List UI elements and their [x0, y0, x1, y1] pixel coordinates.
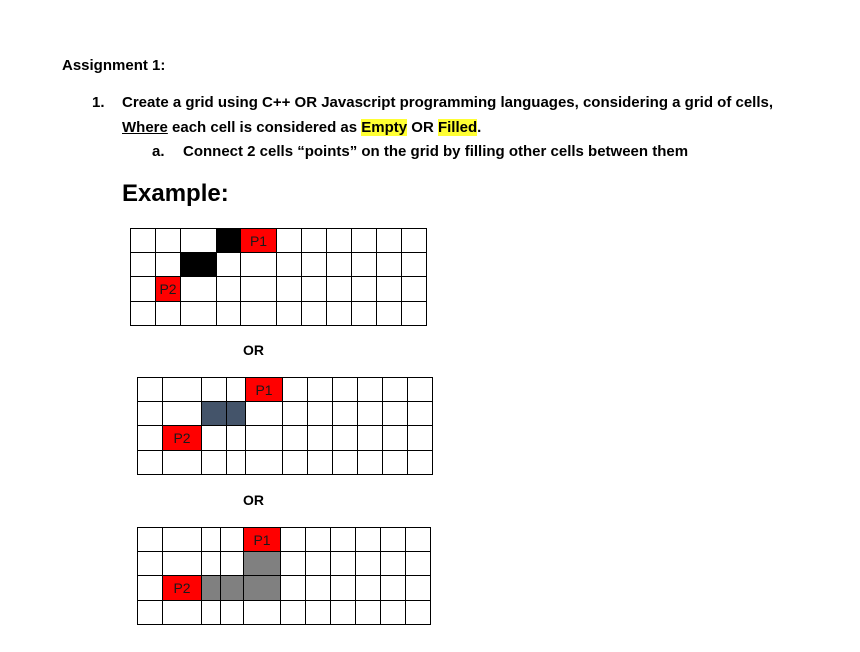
empty-cell	[405, 575, 431, 601]
empty-cell	[301, 252, 327, 277]
empty-cell	[220, 600, 244, 625]
empty-cell	[332, 377, 358, 402]
empty-cell	[326, 276, 352, 302]
empty-cell	[357, 401, 383, 426]
filled-cell	[226, 401, 246, 426]
empty-cell	[137, 401, 163, 426]
line2-mid: each cell is considered as	[167, 119, 362, 136]
empty-cell	[401, 228, 427, 253]
empty-cell	[332, 450, 358, 475]
filled-cell	[201, 401, 227, 426]
empty-cell	[226, 450, 246, 475]
point-cell-p2: P2	[155, 276, 181, 302]
empty-cell	[162, 377, 202, 402]
empty-cell	[130, 252, 156, 277]
empty-cell	[137, 551, 163, 576]
empty-cell	[326, 301, 352, 326]
empty-cell	[301, 276, 327, 302]
empty-cell	[201, 450, 227, 475]
empty-cell	[282, 377, 308, 402]
empty-cell	[307, 401, 333, 426]
empty-cell	[240, 301, 277, 326]
empty-cell	[376, 252, 402, 277]
filled-highlight: Filled	[437, 119, 478, 136]
empty-cell	[332, 401, 358, 426]
empty-cell	[155, 228, 181, 253]
task-line-2	[122, 119, 481, 136]
assignment-heading: Assignment 1:	[62, 57, 166, 74]
point-cell-p1: P1	[245, 377, 283, 402]
empty-cell	[276, 252, 302, 277]
empty-cell	[137, 377, 163, 402]
empty-cell	[226, 377, 246, 402]
example-grid-2	[137, 377, 432, 474]
empty-cell	[245, 450, 283, 475]
empty-cell	[201, 527, 221, 552]
empty-cell	[355, 600, 381, 625]
filled-cell	[201, 575, 221, 601]
empty-cell	[355, 551, 381, 576]
empty-cell	[357, 425, 383, 451]
empty-cell	[245, 425, 283, 451]
point-cell-p2: P2	[162, 425, 202, 451]
empty-cell	[137, 450, 163, 475]
empty-cell	[330, 551, 356, 576]
empty-cell	[162, 401, 202, 426]
filled-cell	[243, 575, 281, 601]
sub-item-text: Connect 2 cells “points” on the grid by filling other cells between them	[183, 143, 689, 160]
empty-cell	[180, 301, 217, 326]
empty-cell	[307, 450, 333, 475]
empty-cell	[307, 377, 333, 402]
empty-cell	[243, 600, 281, 625]
empty-cell	[351, 252, 377, 277]
empty-cell	[405, 551, 431, 576]
filled-cell	[220, 575, 244, 601]
empty-cell	[226, 425, 246, 451]
empty-cell	[282, 450, 308, 475]
empty-cell	[380, 551, 406, 576]
empty-cell	[240, 276, 277, 302]
point-cell-p1: P1	[243, 527, 281, 552]
or-separator-2: OR	[243, 492, 264, 508]
empty-cell	[382, 377, 408, 402]
empty-cell	[401, 252, 427, 277]
or-separator-1: OR	[243, 342, 264, 358]
task-line-1: Create a grid using C++ OR Javascript programming languages, considering a grid of cells,	[122, 94, 774, 111]
empty-cell	[245, 401, 283, 426]
empty-cell	[201, 600, 221, 625]
empty-cell	[216, 252, 241, 277]
empty-cell	[240, 252, 277, 277]
empty-cell	[355, 575, 381, 601]
empty-cell	[276, 276, 302, 302]
empty-cell	[276, 301, 302, 326]
empty-cell	[220, 551, 244, 576]
empty-cell	[162, 527, 202, 552]
empty-cell	[351, 301, 377, 326]
empty-cell	[405, 527, 431, 552]
filled-cell	[243, 551, 281, 576]
empty-cell	[201, 551, 221, 576]
empty-cell	[280, 551, 306, 576]
empty-cell	[382, 401, 408, 426]
empty-cell	[382, 425, 408, 451]
empty-cell	[220, 527, 244, 552]
empty-cell	[180, 228, 217, 253]
empty-cell	[130, 301, 156, 326]
sub-item-label: a.	[152, 143, 165, 160]
empty-cell	[130, 276, 156, 302]
empty-cell	[276, 228, 302, 253]
empty-cell	[305, 600, 331, 625]
empty-cell	[326, 228, 352, 253]
empty-cell	[180, 276, 217, 302]
empty-cell	[130, 228, 156, 253]
empty-cell	[380, 527, 406, 552]
empty-cell	[405, 600, 431, 625]
empty-cell	[305, 575, 331, 601]
empty-cell	[282, 425, 308, 451]
list-number: 1.	[92, 94, 105, 111]
example-grid-1	[130, 228, 426, 325]
empty-cell	[407, 377, 433, 402]
empty-cell	[357, 450, 383, 475]
empty-cell	[137, 600, 163, 625]
empty-cell	[330, 527, 356, 552]
empty-cell	[216, 301, 241, 326]
empty-highlight: Empty	[361, 119, 408, 136]
empty-cell	[401, 276, 427, 302]
empty-cell	[357, 377, 383, 402]
empty-cell	[407, 450, 433, 475]
empty-cell	[137, 425, 163, 451]
empty-cell	[216, 276, 241, 302]
empty-cell	[305, 551, 331, 576]
point-cell-p2: P2	[162, 575, 202, 601]
empty-cell	[137, 527, 163, 552]
where-word: Where	[122, 119, 168, 136]
empty-cell	[380, 575, 406, 601]
empty-cell	[307, 425, 333, 451]
empty-cell	[407, 425, 433, 451]
empty-cell	[376, 228, 402, 253]
line2-end: .	[477, 119, 482, 136]
empty-cell	[301, 301, 327, 326]
empty-cell	[330, 575, 356, 601]
empty-cell	[407, 401, 433, 426]
empty-cell	[305, 527, 331, 552]
empty-cell	[351, 276, 377, 302]
empty-cell	[155, 301, 181, 326]
empty-cell	[380, 600, 406, 625]
empty-cell	[282, 401, 308, 426]
empty-cell	[201, 377, 227, 402]
empty-cell	[376, 276, 402, 302]
empty-cell	[280, 575, 306, 601]
empty-cell	[301, 228, 327, 253]
filled-cell	[180, 252, 217, 277]
empty-cell	[401, 301, 427, 326]
point-cell-p1: P1	[240, 228, 277, 253]
empty-cell	[351, 228, 377, 253]
empty-cell	[280, 600, 306, 625]
example-grid-3	[137, 527, 430, 624]
empty-cell	[201, 425, 227, 451]
example-heading: Example:	[122, 180, 229, 207]
filled-cell	[216, 228, 241, 253]
empty-cell	[162, 600, 202, 625]
empty-cell	[330, 600, 356, 625]
empty-cell	[162, 450, 202, 475]
empty-cell	[355, 527, 381, 552]
empty-cell	[162, 551, 202, 576]
empty-cell	[137, 575, 163, 601]
line2-or: OR	[407, 119, 438, 136]
empty-cell	[382, 450, 408, 475]
empty-cell	[376, 301, 402, 326]
empty-cell	[280, 527, 306, 552]
empty-cell	[332, 425, 358, 451]
empty-cell	[326, 252, 352, 277]
empty-cell	[155, 252, 181, 277]
